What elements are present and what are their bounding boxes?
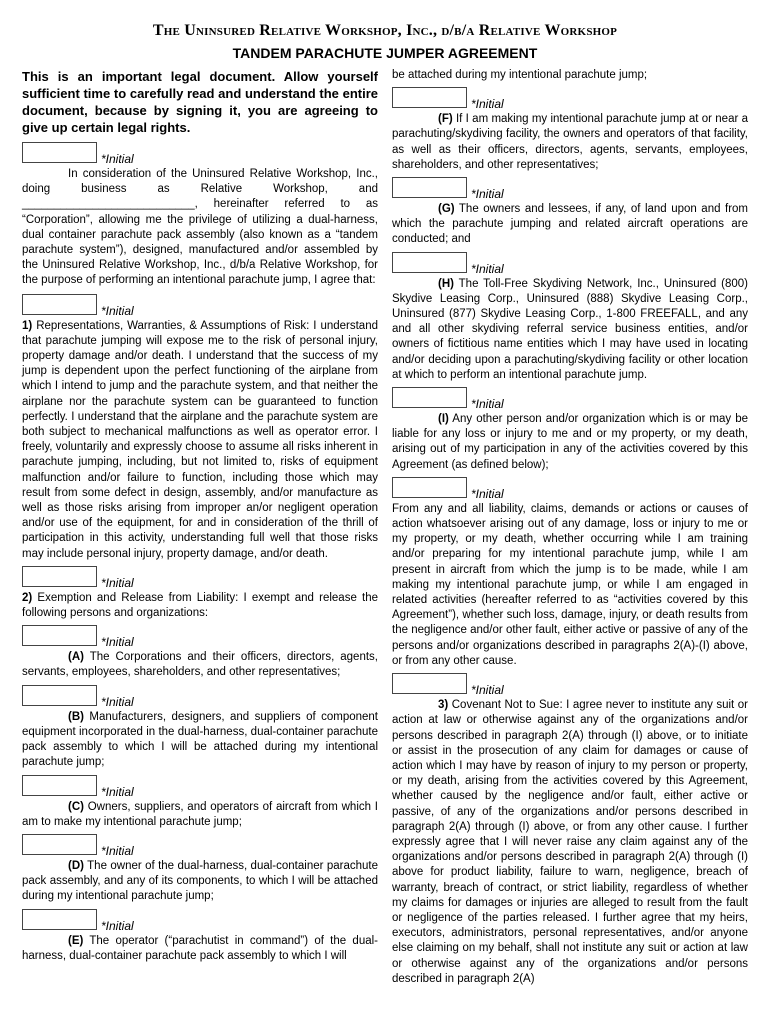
clause-text: Owners, suppliers, and operators of aircraft from which I am to make my intentional parachute jump; [22, 800, 378, 828]
initial-field[interactable] [22, 294, 378, 318]
initial-field[interactable] [392, 252, 748, 276]
document-subtitle: TANDEM PARACHUTE JUMPER AGREEMENT [232, 45, 538, 61]
initial-input-box[interactable] [22, 625, 97, 646]
clause-text: If I am making my intentional parachute jump at or near a parachuting/skydiving facility, the owners and operators of that facility, as well as their officers, directors, agents, servants, employees, shareholders, and other representatives; [392, 113, 748, 171]
clause-text: Manufacturers, designers, and suppliers of component equipment incorporated in the dual-harness, dual-container parachute pack assembly to which I will be attached during my intentional parachute jump; [22, 710, 378, 769]
clause-e-continuation: be attached during my intentional parachute jump; [392, 69, 648, 81]
clause-text: The Toll-Free Skydiving Network, Inc., Uninsured (800) Skydive Leasing Corp., Uninsured (888) Skydive Leasing Corp., Uninsured (877) Skydive Leasing Corp., 1-800 FREEFALL, and any and all other skydiving referral service business entities, and/or owners of fictitious name entities which I may have used in locating and/or deciding upon a parachuting/skydiving facility or other location at which to perform an intentional parachute jump. [392, 277, 748, 381]
clause-a-paragraph [22, 650, 378, 680]
initial-field[interactable] [22, 566, 378, 590]
initial-label: *Initial [471, 486, 504, 501]
initial-label: *Initial [101, 575, 134, 590]
clause-letter: (H) [438, 277, 454, 290]
initial-label: *Initial [471, 683, 504, 698]
section-3-paragraph [392, 698, 748, 987]
initial-field[interactable] [22, 834, 378, 858]
section-text: Covenant Not to Sue: I agree never to institute any suit or action at law or otherwise against any of the organizations and/or persons described in paragraph 2(A) through (I) above, or to initiate or assist in the prosecution of any claim for damages or cause of action which I may have by reason of injury to my person or property, or my death, arising from the activities covered by this Agreement, whether caused by the negligence and/or fault, either active or passive, of any of the organizations and/or persons described in paragraph 2(A) through (I) above, or from any other cause. I further expressly agree that I will never raise any claim against any of the organizations and/or persons described in paragraph 2(A) through (I) above for product liability, failure to warn, negligence, breach of warranty, breach of contract, or strict liability, regardless of whether my claims for damages or injuries are alleged to result from the fault or negligence of the parties released. I further agree that my heirs, executors, administrators, personal representatives, and/or anyone else claiming on my behalf, shall not institute any suit or action at law or otherwise against any of the organizations and/or persons described in paragraph 2(A) [392, 699, 748, 985]
initial-field[interactable] [392, 673, 748, 697]
initial-input-box[interactable] [22, 142, 97, 163]
section-2-paragraph [22, 591, 378, 621]
initial-label: *Initial [471, 187, 504, 202]
consideration-paragraph: In consideration of the Uninsured Relative Workshop, Inc., doing business as Relative Workshop, and ___________________________, hereinafter referred to as “Corporation”, allowing me the privilege of utilizing a dual-harness, dual container parachute pack assembly (also known as a “tandem parachute system”), designed, manufactured and/or assembled by the Uninsured Relative Workshop, Inc., d/b/a Relative Workshop, for the purpose of performing an intentional parachute jump, I agree that: [22, 168, 378, 287]
initial-input-box[interactable] [392, 252, 467, 273]
initial-label: *Initial [471, 397, 504, 412]
clause-letter: (A) [68, 651, 84, 664]
section-1-paragraph [22, 319, 378, 562]
clause-letter: (E) [68, 934, 84, 947]
initial-label: *Initial [101, 784, 134, 799]
initial-input-box[interactable] [392, 387, 467, 408]
clause-h-paragraph [392, 277, 748, 383]
release-scope-paragraph: From any and all liability, claims, demands or actions or causes of action whatsoever arising out of any damage, loss or injury to me or my property, or my death, whether occurring while I am training and/or preparing for my intentional parachute jump, while I am present in aircraft from which the jump is to be made, while I am making my intentional parachute jump, or while I am engaged in related activities (hereafter referred to as “activities covered by this Agreement”), whether such loss, damage, injury, or death results from the negligence and/or other fault, either active or passive of any of the persons and/or organizations described in paragraphs 2(A)-(I) above, or from any other cause. [392, 502, 748, 667]
initial-field[interactable] [392, 87, 748, 111]
clause-c-paragraph [22, 800, 378, 830]
clause-g-paragraph [392, 202, 748, 248]
intro-notice: This is an important legal document. Allow yourself sufficient time to carefully read and understand the entire document, because by signing it, you are agreeing to give up certain legal rights. [22, 69, 378, 135]
clause-text: The owners and lessees, if any, of land upon and from which the parachute jumping and related aircraft operations are conducted; and [392, 203, 748, 246]
initial-field[interactable] [392, 387, 748, 411]
left-column [22, 68, 378, 964]
initial-input-box[interactable] [392, 177, 467, 198]
clause-f-paragraph [392, 112, 748, 173]
initial-input-box[interactable] [22, 775, 97, 796]
initial-input-box[interactable] [22, 294, 97, 315]
section-text: Exemption and Release from Liability: I exempt and release the following persons and organizations: [22, 591, 378, 620]
clause-d-paragraph [22, 859, 378, 905]
initial-label: *Initial [471, 97, 504, 112]
clause-letter: (D) [68, 859, 84, 872]
clause-letter: (F) [438, 113, 453, 126]
initial-input-box[interactable] [392, 673, 467, 694]
clause-text: Any other person and/or organization which is or may be liable for any loss or injury to me and or my property, or my death, arising out of my participation in any of the activities covered by this Agreement (as defined below); [392, 413, 748, 471]
section-text: Representations, Warranties, & Assumptions of Risk: I understand that parachute jumping will expose me to the risk of personal injury, property damage and/or death. I understand that the success of my jump is dependent upon the perfect functioning of the airplane from which I intend to jump and the parachute system, and that neither the airplane nor the parachute system can be guaranteed to function perfectly. I understand that the airplane and the parachute system are both subject to mechanical malfunctions as well as operator error. I freely, voluntarily and expressly choose to assume all risks inherent in parachute jumping, including, but not limited to, risks of equipment malfunction and/or failure to function, including those which may result from some defect in design, assembly, and/or manufacture as well as those risks arising from improper an/or negligent operation and/or use of the equipment, for and in consideration of the thrill of participation in this activity, understanding full well that those risks may include personal injury, property damage, and/or death. [22, 319, 378, 560]
initial-label: *Initial [101, 303, 134, 318]
document-title: The Uninsured Relative Workshop, Inc., d/b/a Relative Workshop [152, 22, 618, 39]
initial-field[interactable] [22, 775, 378, 799]
initial-input-box[interactable] [392, 87, 467, 108]
initial-label: *Initial [471, 261, 504, 276]
initial-input-box[interactable] [392, 477, 467, 498]
clause-text: The Corporations and their officers, directors, agents, servants, employees, shareholders, and other representatives; [22, 651, 378, 679]
clause-letter: (I) [438, 413, 449, 426]
section-number: 3) [438, 699, 449, 712]
clause-b-paragraph [22, 710, 378, 771]
initial-label: *Initial [101, 635, 134, 650]
clause-text: The owner of the dual-harness, dual-container parachute pack assembly, and any of its components, to which I will be attached during my intentional parachute jump; [22, 859, 378, 903]
right-column [392, 68, 748, 987]
initial-label: *Initial [101, 843, 134, 858]
clause-e-paragraph [22, 934, 378, 964]
initial-input-box[interactable] [22, 685, 97, 706]
initial-field[interactable] [392, 477, 748, 501]
clause-letter: (G) [438, 203, 455, 216]
initial-input-box[interactable] [22, 909, 97, 930]
section-number: 2) [22, 591, 33, 604]
clause-i-paragraph [392, 412, 748, 473]
clause-letter: (B) [68, 710, 84, 723]
initial-field[interactable] [22, 142, 378, 166]
initial-label: *Initial [101, 918, 134, 933]
section-number: 1) [22, 319, 33, 332]
initial-input-box[interactable] [22, 566, 97, 587]
initial-field[interactable] [392, 177, 748, 201]
initial-label: *Initial [101, 694, 134, 709]
initial-field[interactable] [22, 625, 378, 649]
initial-input-box[interactable] [22, 834, 97, 855]
initial-field[interactable] [22, 909, 378, 933]
clause-text: The operator (“parachutist in command”) of the dual-harness, dual-container parachute pack assembly to which I will [22, 934, 378, 962]
initial-label: *Initial [101, 152, 134, 166]
initial-field[interactable] [22, 685, 378, 709]
clause-letter: (C) [68, 800, 84, 813]
